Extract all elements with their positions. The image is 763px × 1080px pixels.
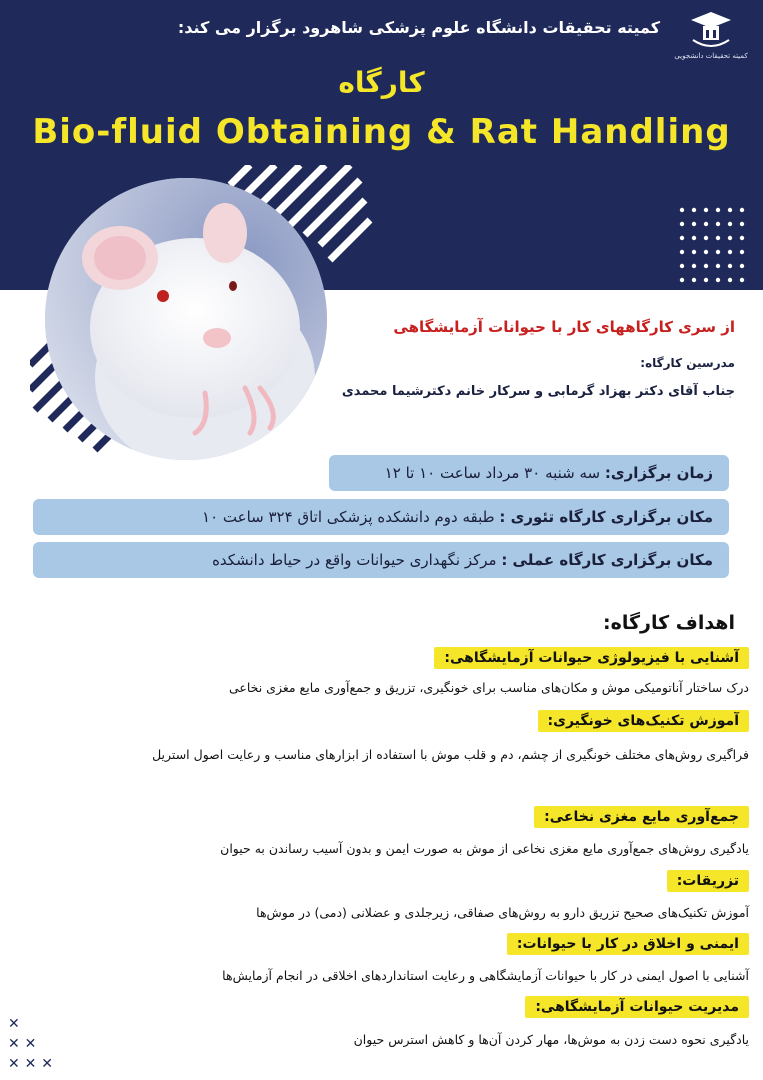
goal-heading-csf: جمع‌آوری مایع مغزی نخاعی: — [534, 806, 749, 828]
time-label: زمان برگزاری: — [604, 464, 713, 482]
workshop-title-en: Bio-fluid Obtaining & Rat Handling — [32, 112, 731, 152]
goal-heading-physiology: آشنایی با فیزیولوژی حیوانات آزمایشگاهی: — [434, 647, 749, 669]
goal-body-blood-sampling: فراگیری روش‌های مختلف خونگیری از چشم، دم و قلب موش با استفاده از ابزارهای مناسب و رعایت اصول استریل — [152, 747, 749, 762]
teachers-label: مدرسین کارگاه: — [640, 356, 735, 370]
workshop-title-fa: کارگاه — [338, 66, 425, 99]
goal-heading-injections: تزریقات: — [667, 870, 749, 892]
logo-caption: کمیته تحقیقات دانشجویی — [674, 52, 748, 60]
committee-announcement: کمیته تحقیقات دانشگاه علوم پزشکی شاهرود برگزار می کند: — [177, 18, 660, 37]
graduation-cap-icon — [689, 10, 733, 50]
practical-location-value: مرکز نگهداری حیوانات واقع در حیاط دانشکده — [212, 551, 502, 569]
theory-location-label: مکان برگزاری کارگاه تئوری : — [499, 508, 713, 526]
theory-location-pill — [33, 499, 729, 535]
goal-body-management: یادگیری نحوه دست زدن به موش‌ها، مهار کردن آن‌ها و کاهش استرس حیوان — [353, 1032, 749, 1047]
time-info-pill — [329, 455, 729, 491]
goal-heading-blood-sampling: آموزش تکنیک‌های خونگیری: — [538, 710, 749, 732]
goal-body-injections: آموزش تکنیک‌های صحیح تزریق دارو به روش‌های صفاقی، زیرجلدی و عضلانی (دمی) در موش‌ها — [256, 905, 749, 920]
goal-heading-management: مدیریت حیوانات آزمایشگاهی: — [525, 996, 749, 1018]
goal-body-csf: یادگیری روش‌های جمع‌آوری مایع مغزی نخاعی از موش به صورت ایمن و بدون آسیب رساندن به حیوان — [220, 841, 749, 856]
practical-location-pill — [33, 542, 729, 578]
goals-title: اهداف کارگاه: — [603, 612, 735, 634]
goal-body-physiology: درک ساختار آناتومیکی موش و مکان‌های مناسب برای خونگیری، تزریق و جمع‌آوری مایع مغزی نخاعی — [228, 680, 749, 695]
goal-body-safety-ethics: آشنایی با اصول ایمنی در کار با حیوانات آزمایشگاهی و رعایت استانداردهای اخلاقی در انجام آزمایش‌ها — [222, 968, 749, 983]
research-committee-logo — [672, 10, 750, 70]
x-pattern-decoration: ✕ ✕ ✕ ✕ ✕ ✕ — [8, 1016, 53, 1072]
dot-grid-decoration — [676, 204, 748, 284]
goal-heading-safety-ethics: ایمنی و اخلاق در کار با حیوانات: — [507, 933, 749, 955]
theory-location-value: طبقه دوم دانشکده پزشکی اتاق ۳۲۴ ساعت ۱۰ — [202, 508, 500, 526]
teachers-names: جناب آقای دکتر بهزاد گرمابی و سرکار خانم دکترشیما محمدی — [341, 384, 735, 399]
practical-location-label: مکان برگزاری کارگاه عملی : — [501, 551, 713, 569]
time-value: سه شنبه ۳۰ مرداد ساعت ۱۰ تا ۱۲ — [384, 464, 605, 482]
white-rat-photo — [45, 178, 327, 460]
workshop-series: از سری کارگاههای کار با حیوانات آزمایشگاهی — [393, 318, 735, 336]
